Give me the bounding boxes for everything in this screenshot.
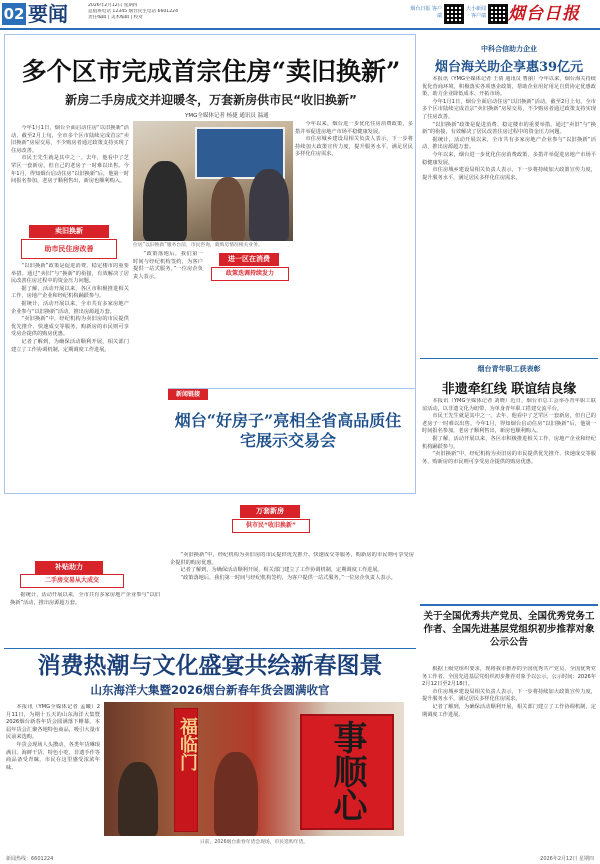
page-number: 02 xyxy=(3,5,25,23)
notice-body xyxy=(422,666,596,850)
footer-left: 新闻热线：6601224 xyxy=(6,856,54,862)
meta-line: 2026年2月12日 星期四 xyxy=(88,3,138,8)
paragraph: “卖旧换新”中，经纪机构为卖旧房的市民提供优先推介、快速成交等服务，购新房的市民则可享受房企提供的购房优惠。 xyxy=(422,451,596,465)
paragraph: 据了解，活动开展以来，各区市积极推进相关工作，房地产企业和经纪机构踊跃参与。 xyxy=(11,285,129,300)
divider xyxy=(420,604,598,606)
header-meta xyxy=(88,3,258,21)
paragraph: 市住房城乡建设局相关负责人表示，下一步将持续加大政策宣传力度，提升服务水平，满足居民多样化住房需求。 xyxy=(422,167,596,181)
bottom-photo[interactable] xyxy=(104,702,404,836)
paragraph: 今年1月1日，烟台全面启动住房“以旧换新”活动，截至2月上旬，全市多个区市陆续完成首宗“卖旧换新”房屋交易，不少购房者通过政策支持实现了住房改善。 xyxy=(11,125,129,154)
paragraph: 市民王先生就是其中之一。去年，他看中了芝罘区一套新房，但自己的老房子一时难以出售。今年1月，得知烟台启动住房“以旧换新”后，他第一时间报名参加，老房子顺利售出，新房也顺利购入。 xyxy=(422,413,596,435)
paragraph: 本报讯（YMG全媒体记者 王倩 通讯员 曹丽）今年以来，烟台海关持续优化营商环境，积极落实各项惠企政策，帮助企业用好用足自贸协定优惠政策，助力企业降低成本、开拓市场。 xyxy=(422,76,596,98)
main-headline[interactable]: 多个区市完成首宗住房“卖旧换新” xyxy=(21,57,401,86)
paragraph: 据统计，活动开展以来，全市共有多家房地产企业参与“以旧换新”活动，推出房源超万套。 xyxy=(11,300,129,315)
footer-right: 2026年2月12日 星期四 xyxy=(540,856,594,862)
section-name: 要闻 xyxy=(28,2,68,26)
qr-label-1: 烟台日报 客户端 xyxy=(410,6,442,19)
right-headline-2[interactable]: 非遗牵红线 联谊结良缘 xyxy=(441,382,577,397)
paragraph: 记者了解到，为确保活动顺利开展，相关部门建立了工作协调机制，定期调度工作进展。 xyxy=(422,703,596,718)
subhead-label: 供市民“收旧换新” xyxy=(232,519,310,533)
main-subheadline: 新房二手房成交并迎暖冬，万套新房供市民“收旧换新” xyxy=(65,93,357,107)
page-footer xyxy=(0,854,600,864)
paragraph: 根据上级党组织要求，现将我市推荐的全国优秀共产党员、全国优秀党务工作者、全国先进基层党组织初步推荐对象予以公示。公示时间：2026年2月12日至2月18日。 xyxy=(422,666,596,688)
main-byline: YMG全媒体记者 杨捷 通讯员 温通 xyxy=(185,113,269,119)
photo-caption: 位居“以旧换新”服务台前，市民咨询，就购房情况相关业务。 xyxy=(133,243,263,248)
paragraph: 本报讯（YMG全媒体记者 刘晓）近日，烟台市总工会举办青年职工联谊活动，以非遗文化为纽带，为单身青年职工搭建交流平台。 xyxy=(422,398,596,412)
subhead-badge: 万套新房 xyxy=(240,505,300,518)
article-column xyxy=(422,398,596,602)
article-column xyxy=(11,125,129,221)
qr-label-2: 大小新闻 客户端 xyxy=(466,6,487,19)
photo-figure xyxy=(249,169,289,241)
divider xyxy=(4,648,416,649)
article-column xyxy=(6,704,100,854)
paragraph: “以旧换新”政策是促进消费、稳定楼市的重要举措。通过“卖旧”与“换新”的衔接，有效解决了居民改善住房过程中的资金压力问题。 xyxy=(11,263,129,285)
paragraph: “卖旧换新”中，经纪机构为卖旧房的市民提供优先推介、快速成交等服务，购新房的市民则可享受房企提供的购房优惠。 xyxy=(11,316,129,338)
paragraph: “卖旧换新”中，经纪机构为卖旧房的市民提供优先推介、快速成交等服务，购新房的市民则可享受房企提供的购房优惠。 xyxy=(170,552,414,566)
divider xyxy=(420,358,598,359)
bottom-subheadline: 山东海洋大集暨2026烟台新春年货会圆满收官 xyxy=(90,683,330,697)
paragraph: 据统计，活动开展以来，全市共有多家房地产企业参与“以旧换新”活动，推出房源超万套。 xyxy=(10,592,160,606)
meta-line: 责任编辑 | 美术编辑 | 校对 xyxy=(88,15,143,20)
meta-line: 总值班电话 12345 烟台民生电话 6601224 xyxy=(88,9,178,14)
couplet-banner xyxy=(174,708,198,832)
paragraph: 本报讯（YMG全媒体记者 孟曦）2月11日，为期十五天的山东海洋大集暨2026烟台新春年货会圆满落下帷幕。本届年货会汇聚各地特色商品，吸引大量市民前来选购。 xyxy=(6,704,100,741)
paragraph: 今年以来，烟台进一步优化住房消费政策，多措并举促进房地产市场平稳健康发展。 xyxy=(295,121,413,135)
paragraph: “政策落地后，我们第一时间与经纪机构签约，为客户提供一站式服务。”一位房企负责人表示。 xyxy=(180,574,396,581)
paragraph: 据统计，活动开展以来，全市共有多家房地产企业参与“以旧换新”活动，推出房源超万套。 xyxy=(422,136,596,151)
qr-code-icon[interactable] xyxy=(488,4,508,24)
bottom-headline[interactable]: 消费热潮与文化盛宴共绘新春图景 xyxy=(37,652,383,679)
paragraph: 据了解，活动开展以来，各区市积极推进相关工作，房地产企业和经纪机构踊跃参与。 xyxy=(422,435,596,450)
calligraphy-text: 事顺心 xyxy=(327,720,367,822)
photo-figure xyxy=(214,752,258,836)
qr-code-icon[interactable] xyxy=(444,4,464,24)
paragraph: 今年1月1日，烟台全面启动住房“以旧换新”活动，截至2月上旬，全市多个区市陆续完成首宗“卖旧换新”房屋交易，不少购房者通过政策支持实现了住房改善。 xyxy=(422,98,596,120)
paragraph: 今年以来，烟台进一步优化住房消费政策，多措并举促进房地产市场平稳健康发展。 xyxy=(422,151,596,166)
article-column xyxy=(11,263,129,553)
subhead-label: 政策迭调持续发力 xyxy=(211,267,289,281)
paragraph: “以旧换新”政策是促进消费、稳定楼市的重要举措。通过“卖旧”与“换新”的衔接，有效解决了居民改善住房过程中的资金压力问题。 xyxy=(422,121,596,136)
main-photo[interactable] xyxy=(133,121,293,241)
paragraph: 记者了解到，为确保活动顺利开展，相关部门建立了工作协调机制，定期调度工作进展。 xyxy=(180,567,383,574)
photo-figure xyxy=(143,161,187,241)
article-column xyxy=(10,592,160,646)
subhead-badge: 卖旧换新 xyxy=(29,225,109,238)
bottom-feature xyxy=(4,650,416,858)
couplet-text: 福临门 xyxy=(177,717,198,771)
paragraph: 市住房城乡建设局相关负责人表示，下一步将持续加大政策宣传力度，提升服务水平，满足居民多样化住房需求。 xyxy=(295,136,413,158)
photo-figure xyxy=(211,177,245,241)
paragraph: “政策落地后，我们第一时间与经纪机构签约，为客户提供一站式服务。”一位房企负责人表示。 xyxy=(133,251,203,280)
paragraph: 市民王先生就是其中之一。去年，他看中了芝罘区一套新房，但自己的老房子一时难以出售。今年1月，得知烟台启动住房“以旧换新”后，他第一时间报名参加，老房子顺利售出，新房也顺利购入。 xyxy=(11,155,129,185)
paragraph: 市住房城乡建设局相关负责人表示，下一步将持续加大政策宣传力度，提升服务水平，满足居民多样化住房需求。 xyxy=(422,688,596,703)
news-link-headline[interactable]: 烟台“好房子”亮相全省高品质住宅展示交易会 xyxy=(174,411,402,450)
right-headline-1[interactable]: 烟台海关助企享惠39亿元 xyxy=(434,60,584,75)
calligraphy-banner xyxy=(300,714,394,830)
paragraph: 记者了解到，为确保活动顺利开展，相关部门建立了工作协调机制，定期调度工作进展。 xyxy=(11,338,129,353)
photo-caption: 日前，2026烟台新春年货会现场，市民选购年货。 xyxy=(199,840,309,845)
article-column xyxy=(133,251,203,353)
news-link-box xyxy=(168,388,416,548)
newspaper-logo: 烟台日报 xyxy=(508,4,580,24)
news-link-tag: 新闻链接 xyxy=(168,389,208,400)
article-column xyxy=(295,121,413,307)
right-column xyxy=(420,34,598,824)
article-column xyxy=(170,552,414,646)
right-kicker-2: 烟台青年职工获表彰 xyxy=(477,365,541,373)
subhead-badge: 补贴助力 xyxy=(35,561,103,574)
subhead-label: 二手房交易从大成交 xyxy=(20,574,124,588)
right-kicker-1: 中科合信助力企业 xyxy=(481,45,537,53)
article-column xyxy=(422,76,596,356)
notice-headline[interactable]: 关于全国优秀共产党员、全国优秀党务工作者、全国先进基层党组织初步推荐对象公示公告 xyxy=(423,611,595,648)
paragraph: 年货会现场人头攒动，各类年货琳琅满目。海鲜干货、特色小吃、非遗手作等商品备受青睐，市民在这里感受浓浓年味。 xyxy=(6,741,100,771)
photo-figure xyxy=(118,762,158,836)
subhead-label: 助市民住房改善 xyxy=(21,239,117,259)
masthead xyxy=(0,0,600,30)
subhead-badge: 进一区在消费 xyxy=(219,253,279,266)
